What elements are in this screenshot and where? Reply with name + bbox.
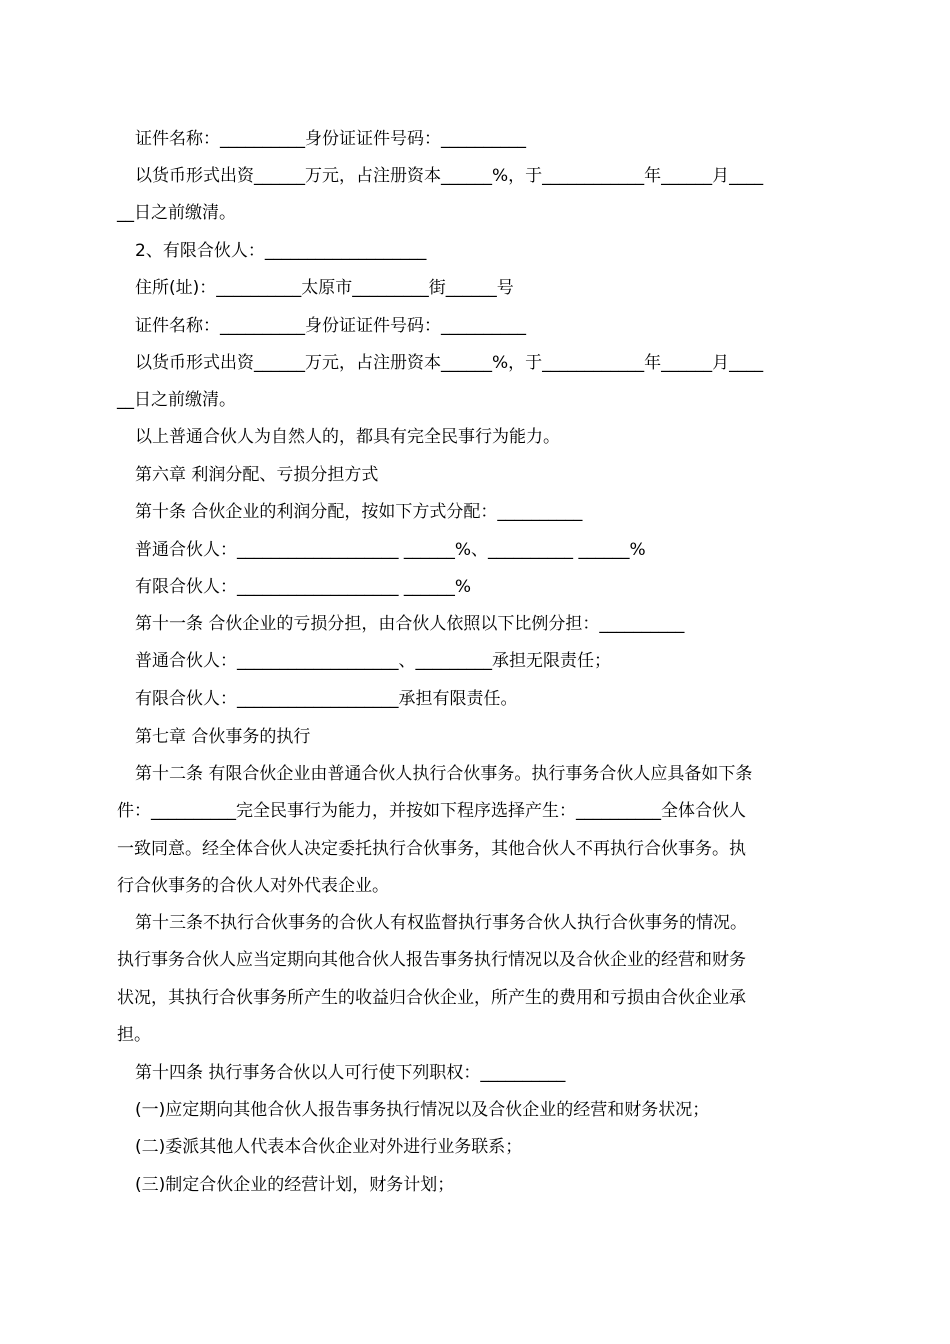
chapter-heading: 第六章 利润分配、亏损分担方式 (135, 465, 379, 485)
article-line: 第十三条不执行合伙事务的合伙人有权监督执行事务合伙人执行合伙事务的情况。 (135, 913, 747, 933)
text-line: 行合伙事务的合伙人对外代表企业。 (117, 876, 389, 896)
text-line: 有限合伙人：___________________ ______% (135, 577, 472, 597)
text-line: 状况，其执行合伙事务所产生的收益归合伙企业，所产生的费用和亏损由合伙企业承 (117, 988, 746, 1008)
article-line: 第十条 合伙企业的利润分配，按如下方式分配：__________ (135, 502, 583, 522)
text-line: 证件名称：__________身份证证件号码：__________ (135, 129, 526, 149)
article-line: 第十二条 有限合伙企业由普通合伙人执行合伙事务。执行事务合伙人应具备如下条 (135, 764, 753, 784)
article-line: 第十四条 执行事务合伙以人可行使下列职权：__________ (135, 1063, 566, 1083)
text-line: 有限合伙人：___________________承担有限责任。 (135, 689, 518, 709)
text-line: 件：__________完全民事行为能力，并按如下程序选择产生：__________全体合伙人 (117, 801, 746, 821)
text-line: 证件名称：__________身份证证件号码：__________ (135, 316, 526, 336)
list-item: (二)委派其他人代表本合伙企业对外进行业务联系； (135, 1137, 523, 1157)
text-line: 普通合伙人：___________________ ______%、__________ ______% (135, 540, 646, 560)
chapter-heading: 第七章 合伙事务的执行 (135, 727, 311, 747)
text-line: 普通合伙人：___________________、_________承担无限责任； (135, 651, 611, 671)
text-line: __日之前缴清。 (117, 203, 236, 223)
text-line: 住所(址)：__________太原市_________街______号 (135, 278, 514, 298)
text-line: 以上普通合伙人为自然人的，都具有完全民事行为能力。 (135, 427, 560, 447)
text-line: 以货币形式出资______万元，占注册资本______%，于____________年______月____ (135, 353, 764, 373)
list-item: (一)应定期向其他合伙人报告事务执行情况以及合伙企业的经营和财务状况； (135, 1100, 710, 1120)
text-line: __日之前缴清。 (117, 390, 236, 410)
text-line: 2、有限合伙人：___________________ (135, 241, 427, 261)
article-line: 第十一条 合伙企业的亏损分担，由合伙人依照以下比例分担：__________ (135, 614, 685, 634)
text-line: 一致同意。经全体合伙人决定委托执行合伙事务，其他合伙人不再执行合伙事务。执 (117, 839, 746, 859)
list-item: (三)制定合伙企业的经营计划，财务计划； (135, 1175, 455, 1195)
text-line: 以货币形式出资______万元，占注册资本______%，于____________年______月____ (135, 166, 764, 186)
text-line: 担。 (117, 1025, 151, 1045)
text-line: 执行事务合伙人应当定期向其他合伙人报告事务执行情况以及合伙企业的经营和财务 (117, 950, 746, 970)
